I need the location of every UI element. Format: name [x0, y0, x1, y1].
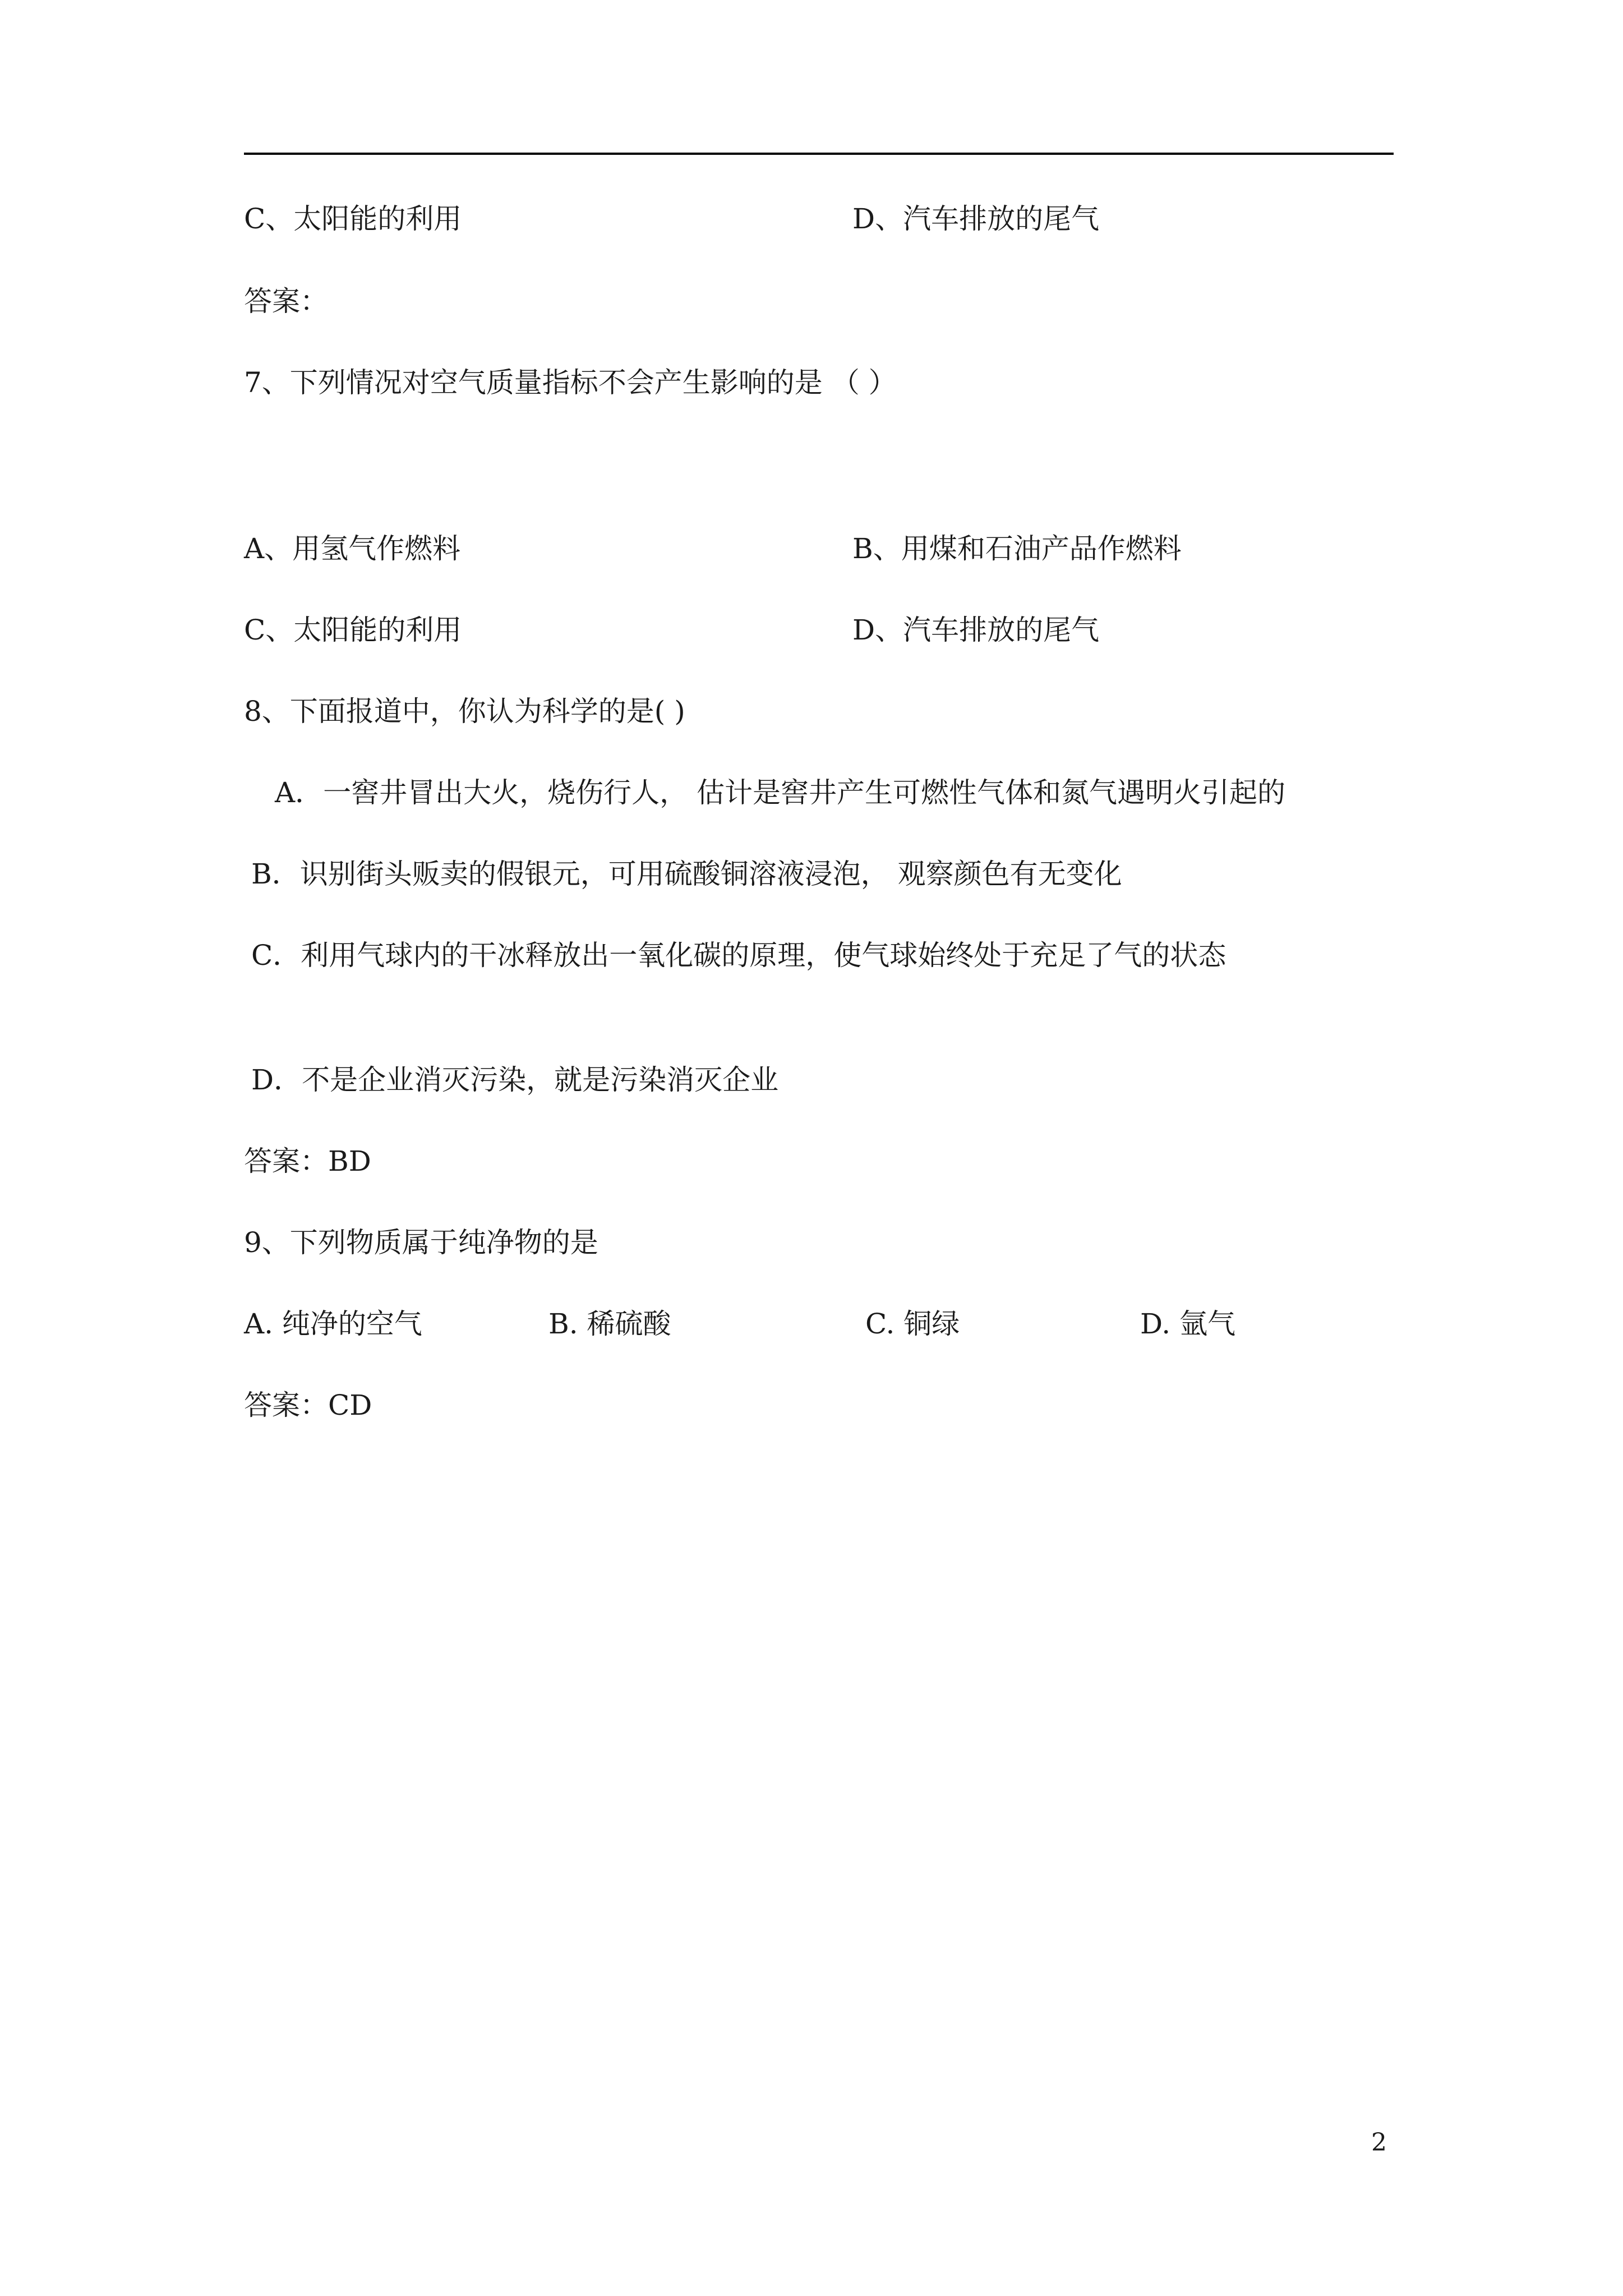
- q7-stem: 7、下列情况对空气质量指标不会产生影响的是 （ ）: [244, 366, 897, 399]
- q9-option-b: B. 稀硫酸: [548, 1308, 671, 1340]
- q8-option-d: D．不是企业消灭污染，就是污染消灭企业: [251, 1064, 779, 1096]
- q9-option-d: D. 氩气: [1140, 1308, 1236, 1340]
- q9-option-c: C. 铜绿: [865, 1308, 960, 1340]
- q7-option-c: C、太阳能的利用: [244, 614, 462, 646]
- header-rule: [244, 153, 1394, 155]
- q8-option-a: A．一窖井冒出大火，烧伤行人， 估计是窖井产生可燃性气体和氮气遇明火引起的: [275, 776, 1286, 809]
- q7-option-a: A、用氢气作燃料: [244, 532, 461, 565]
- q8-answer: 答案：BD: [244, 1145, 371, 1177]
- q8-stem: 8、下面报道中，你认为科学的是( ): [244, 695, 685, 728]
- q6-option-c: C、太阳能的利用: [244, 203, 462, 235]
- q9-option-a: A. 纯净的空气: [244, 1308, 422, 1340]
- q9-answer: 答案：CD: [244, 1389, 372, 1421]
- q8-option-c: C．利用气球内的干冰释放出一氧化碳的原理，使气球始终处于充足了气的状态: [251, 939, 1227, 972]
- q8-option-b: B．识别街头贩卖的假银元，可用硫酸铜溶液浸泡， 观察颜色有无变化: [251, 858, 1122, 890]
- q9-stem: 9、下列物质属于纯净物的是: [244, 1226, 598, 1259]
- q7-option-b: B、用煤和石油产品作燃料: [852, 532, 1182, 565]
- q7-option-d: D、汽车排放的尾气: [852, 614, 1100, 646]
- page-number: 2: [1371, 2128, 1387, 2157]
- q6-answer: 答案：: [244, 285, 328, 318]
- q6-option-d: D、汽车排放的尾气: [852, 203, 1100, 235]
